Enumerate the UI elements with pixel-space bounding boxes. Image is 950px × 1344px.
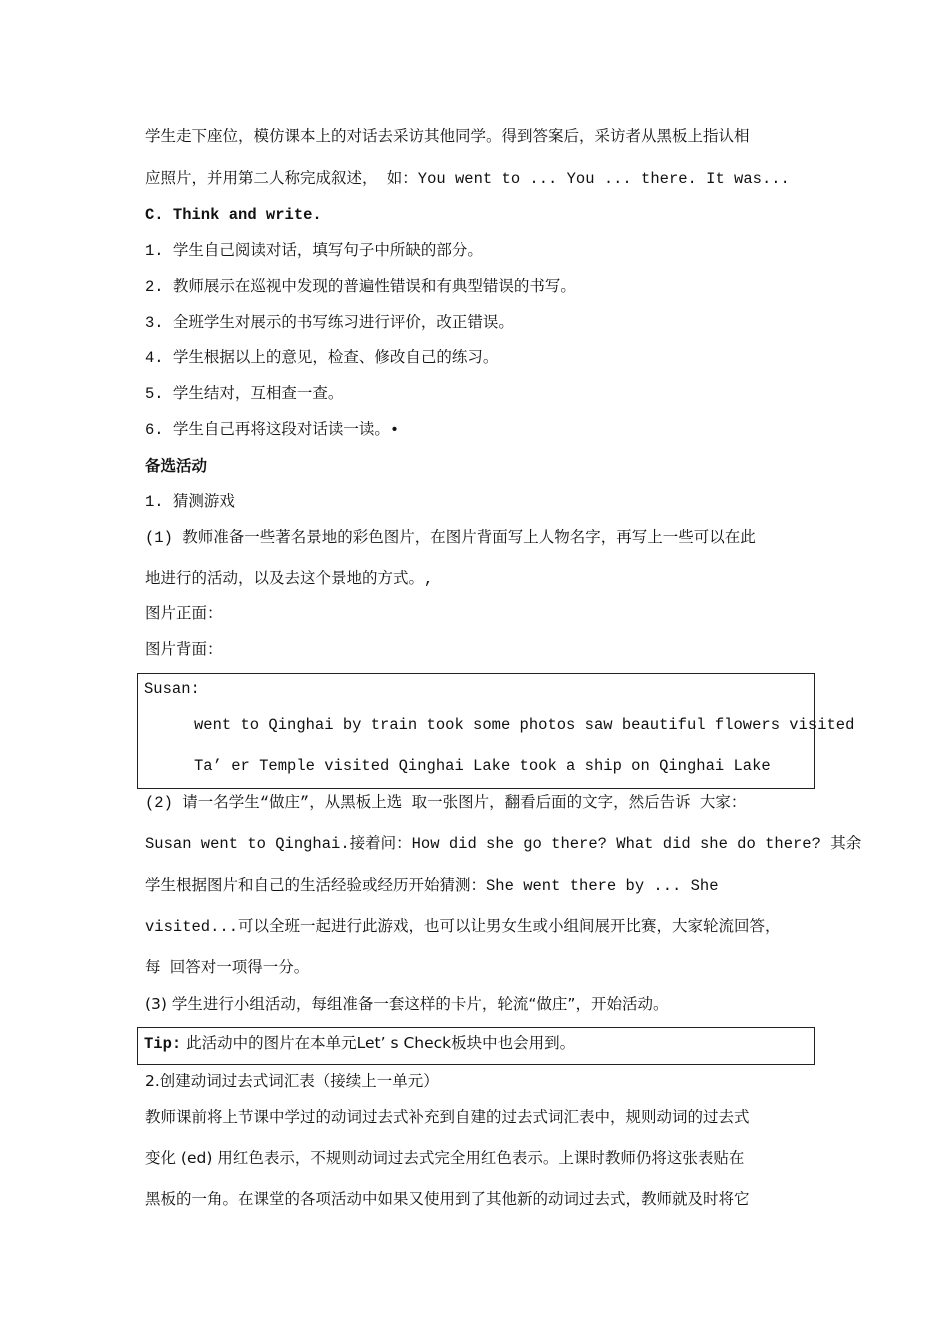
paragraph-line: (2) 请一名学生“做庄”，从黑板上选 取一张图片，翻看后面的文字，然后告诉 大家： [145,794,747,812]
list-item: 4. 学生根据以上的意见，检查、修改自己的练习。 [145,349,499,367]
list-item: 5. 学生结对，互相查一查。 [145,385,344,403]
paragraph-line: visited...可以全班一起进行此游戏，也可以让男女生或小组间展开比赛，大家轮流回答， [145,918,781,936]
paragraph-line: 每 回答对一项得一分。 [145,959,310,977]
tip-box [137,1027,815,1065]
paragraph-line: 变化 (ed) 用红色表示，不规则动词过去式完全用红色表示。上课时教师仍将这张表贴在 [145,1149,745,1167]
card-activities-line: Ta’ er Temple visited Qinghai Lake took a ship on Qinghai Lake [194,757,771,775]
tip-text: 此活动中的图片在本单元Let’ s Check板块中也会用到。 [181,1034,576,1052]
vocab-heading: 2.创建动词过去式词汇表（接续上一单元） [145,1072,439,1090]
card-activities-line: went to Qinghai by train took some photos saw beautiful flowers visited [194,716,855,734]
paragraph-line: 应照片，并用第二人称完成叙述， 如：You went to ... You ... there. It was... [145,170,790,188]
section-heading-c: C. Think and write. [145,206,322,224]
list-item: 1. 学生自己阅读对话，填写句子中所缺的部分。 [145,242,483,260]
paragraph-line: 地进行的活动，以及去这个景地的方式。, [145,570,434,588]
list-item: 1. 猜测游戏 [145,493,235,511]
list-item: 6. 学生自己再将这段对话读一读。• [145,421,400,439]
tip-label: Tip: [144,1035,182,1053]
picture-back-label: 图片背面： [145,641,223,659]
paragraph-line: Susan went to Qinghai.接着问：How did she go there? What did she do there? 其余 [145,835,862,853]
card-back-box [137,673,855,789]
optional-activities-heading: 备选活动 [145,457,208,475]
paragraph-line: 学生根据图片和自己的生活经验或经历开始猜测：She went there by ... She [145,877,719,895]
paragraph-line: 黑板的一角。在课堂的各项活动中如果又使用到了其他新的动词过去式，教师就及时将它 [145,1190,750,1208]
paragraph-line: (3) 学生进行小组活动，每组准备一套这样的卡片，轮流“做庄”，开始活动。 [145,995,669,1013]
tip-line [144,1033,575,1054]
picture-front-label: 图片正面： [145,605,223,623]
paragraph-line: 教师课前将上节课中学过的动词过去式补充到自建的过去式词汇表中，规则动词的过去式 [145,1108,750,1126]
card-name: Susan: [144,680,200,698]
list-item: 3. 全班学生对展示的书写练习进行评价，改正错误。 [145,314,514,332]
paragraph-line: (1) 教师准备一些著名景地的彩色图片，在图片背面写上人物名字，再写上一些可以在此 [145,529,756,547]
paragraph-line: 学生走下座位，模仿课本上的对话去采访其他同学。得到答案后，采访者从黑板上指认相 [145,128,750,146]
list-item: 2. 教师展示在巡视中发现的普遍性错误和有典型错误的书写。 [145,278,576,296]
